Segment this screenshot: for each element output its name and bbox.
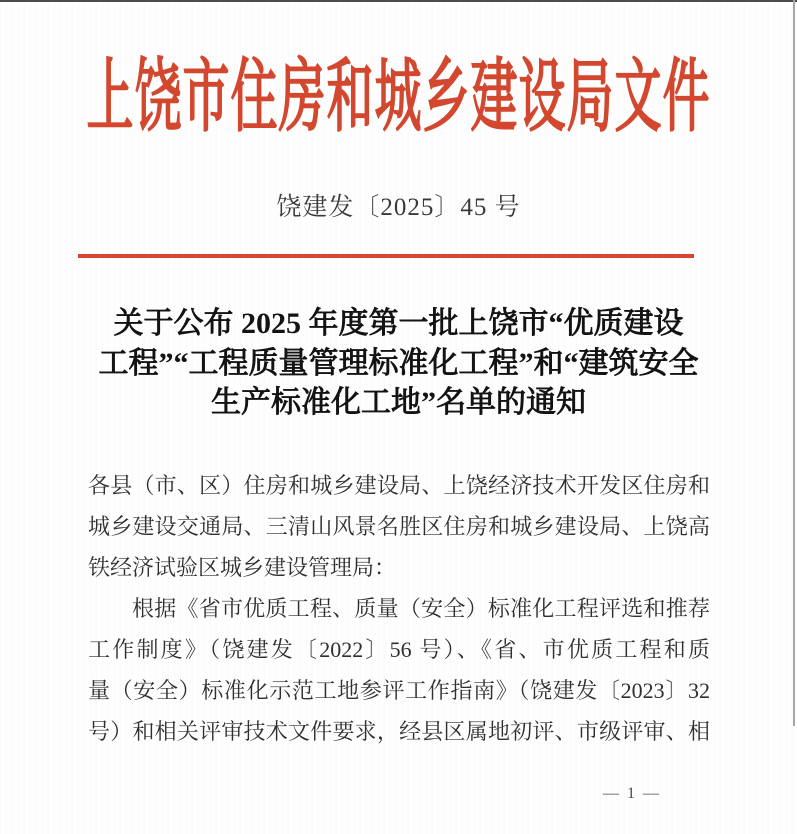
document-title-line: 生产标准化工地”名单的通知 xyxy=(211,386,586,419)
agency-header xyxy=(0,54,797,143)
agency-header-text: 上饶市住房和城乡建设局文件 xyxy=(86,54,711,143)
recipients-line: 城乡建设交通局、三清山风景名胜区住房和城乡建设局、上饶高 xyxy=(88,514,710,539)
doc-number: 饶建发〔2025〕45 号 xyxy=(276,194,521,221)
document-title-line: 工程”“工程质量管理标准化工程”和“建筑安全 xyxy=(98,346,699,380)
paragraph-line: 量（安全）标准化示范工地参评工作指南》（饶建发〔2023〕32 xyxy=(88,678,710,703)
document-title xyxy=(60,304,737,423)
document-title-line: 关于公布 2025 年度第一批上饶市“优质建设 xyxy=(113,307,684,340)
recipients-line: 铁经济试验区城乡建设管理局： xyxy=(88,555,397,580)
paragraph-line: 根据《省市优质工程、质量（安全）标准化工程评选和推荐 xyxy=(132,596,710,621)
recipients-line: 各县（市、区）住房和城乡建设局、上饶经济技术开发区住房和 xyxy=(88,473,710,498)
paragraph-line: 工作制度》（饶建发〔2022〕56 号）、《省、市优质工程和质 xyxy=(88,637,710,662)
page-number: — 1 — xyxy=(603,785,661,802)
red-divider-line xyxy=(78,254,694,258)
scan-edge-top xyxy=(0,0,797,2)
document-body xyxy=(88,465,710,752)
paragraph-line: 号）和相关评审技术文件要求，经县区属地初评、市级评审、相 xyxy=(88,719,710,744)
scan-edge-right xyxy=(793,0,795,726)
